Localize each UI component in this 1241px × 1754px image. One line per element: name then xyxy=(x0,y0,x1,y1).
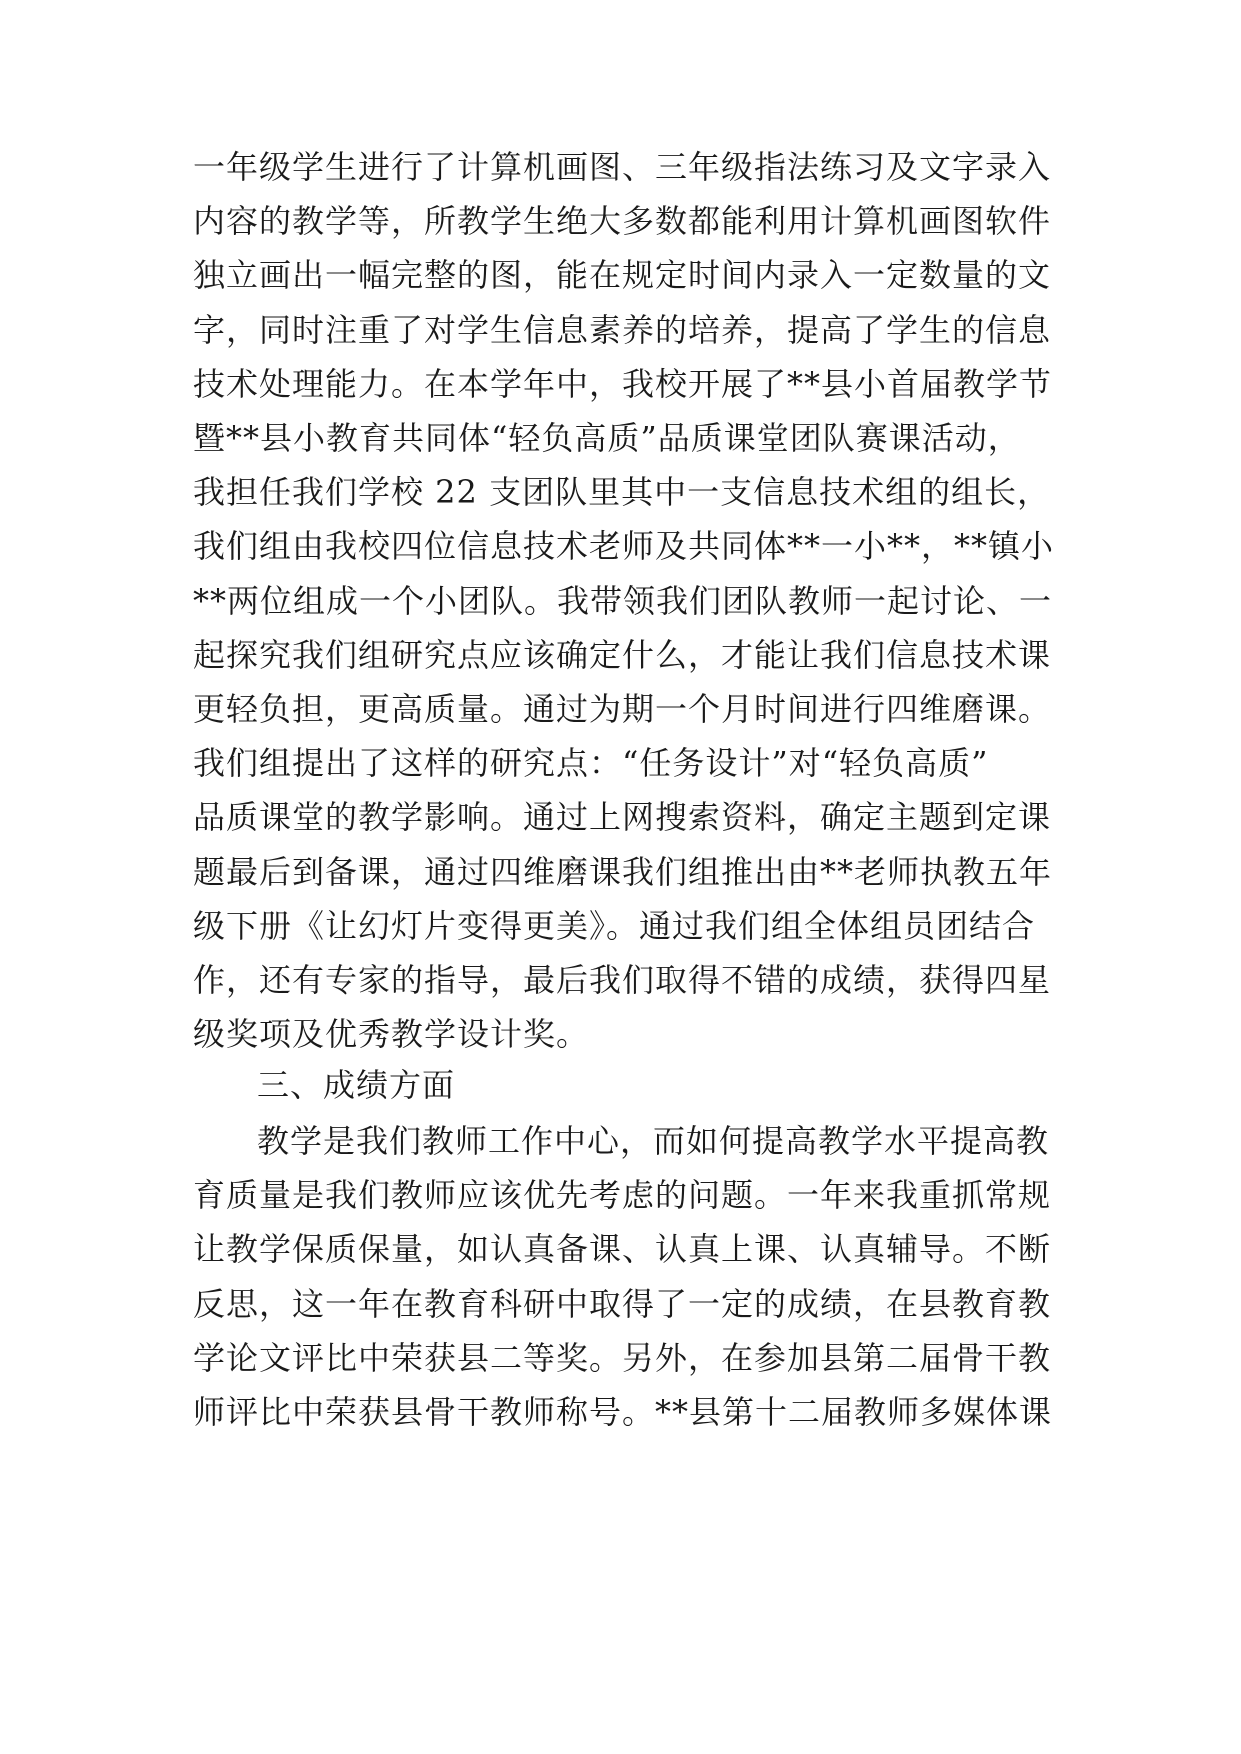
text-line: 独立画出一幅完整的图，能在规定时间内录入一定数量的文 xyxy=(193,256,1052,295)
text-line: 暨**县小教育共同体“轻负高质”品质课堂团队赛课活动， xyxy=(193,419,1021,457)
text-line: 技术处理能力。在本学年中，我校开展了**县小首届教学节 xyxy=(193,364,1053,403)
text-line: 字，同时注重了对学生信息素养的培养，提高了学生的信息 xyxy=(193,310,1052,349)
text-line: 作，还有专家的指导，最后我们取得不错的成绩，获得四星 xyxy=(193,961,1052,999)
text-line: 内容的教学等，所教学生绝大多数都能利用计算机画图软件 xyxy=(193,202,1052,241)
text-line: 起探究我们组研究点应该确定什么，才能让我们信息技术课 xyxy=(193,635,1052,674)
text-line: 育质量是我们教师应该优先考虑的问题。一年来我重抓常规 xyxy=(193,1176,1052,1215)
text-line: 我们组由我校四位信息技术老师及共同体**一小**，**镇小 xyxy=(193,527,1055,566)
text-line: 教学是我们教师工作中心，而如何提高教学水平提高教 xyxy=(257,1122,1050,1160)
text-line: 我担任我们学校 22 支团队里其中一支信息技术组的组长， xyxy=(193,473,1051,512)
text-line: 师评比中荣获县骨干教师称号。**县第十二届教师多媒体课 xyxy=(193,1393,1053,1431)
text-line: 学论文评比中荣获县二等奖。另外，在参加县第二届骨干教 xyxy=(193,1338,1052,1377)
section-heading: 三、成绩方面 xyxy=(257,1066,456,1104)
text-line: 题最后到备课，通过四维磨课我们组推出由**老师执教五年 xyxy=(193,852,1053,891)
text-line: 级奖项及优秀教学设计奖。 xyxy=(193,1015,590,1054)
text-line: 更轻负担，更高质量。通过为期一个月时间进行四维磨课。 xyxy=(193,690,1052,728)
text-line: 级下册《让幻灯片变得更美》。通过我们组全体组员团结合 xyxy=(193,906,1036,945)
text-line: 品质课堂的教学影响。通过上网搜索资料，确定主题到定课 xyxy=(193,798,1052,837)
text-line: 一年级学生进行了计算机画图、三年级指法练习及文字录入 xyxy=(193,148,1052,186)
text-line: 我们组提出了这样的研究点：“任务设计”对“轻负高质” xyxy=(193,744,989,783)
text-line: **两位组成一个小团队。我带领我们团队教师一起讨论、一 xyxy=(193,581,1053,620)
text-line: 反思，这一年在教育科研中取得了一定的成绩，在县教育教 xyxy=(193,1284,1052,1323)
text-line: 让教学保质保量，如认真备课、认真上课、认真辅导。不断 xyxy=(193,1230,1052,1269)
